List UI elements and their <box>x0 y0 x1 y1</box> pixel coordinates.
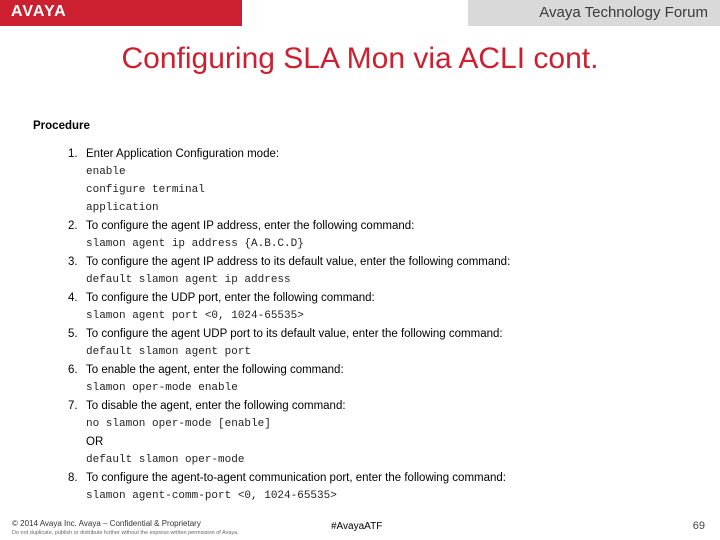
step-number: 4. <box>68 292 78 304</box>
avaya-logo: AVAYA <box>11 3 67 20</box>
footer-hashtag: #AvayaATF <box>331 521 383 532</box>
code-line: slamon agent-comm-port <0, 1024-65535> <box>86 490 337 502</box>
forum-title: Avaya Technology Forum <box>539 4 708 21</box>
code-line: no slamon oper-mode [enable] <box>86 418 271 430</box>
procedure-heading: Procedure <box>33 120 90 132</box>
header-gap <box>242 0 468 26</box>
step-number: 8. <box>68 472 78 484</box>
code-line: configure terminal <box>86 184 205 196</box>
step-4 <box>68 289 688 307</box>
step-1 <box>68 145 688 163</box>
page-number: 69 <box>692 520 705 532</box>
step-text: To configure the agent IP address, enter the following command: <box>86 220 415 232</box>
code-line: default slamon agent port <box>86 346 252 358</box>
step-number: 7. <box>68 400 78 412</box>
brand-gray-band <box>468 0 720 26</box>
step-8 <box>68 469 688 487</box>
step-text: To configure the agent IP address to its default value, enter the following command: <box>86 256 511 268</box>
code-line: slamon oper-mode enable <box>86 382 238 394</box>
footer-copyright: © 2014 Avaya Inc. Avaya – Confidential & Proprietary <box>12 519 201 528</box>
header-bar <box>0 0 720 26</box>
step-text: To enable the agent, enter the following command: <box>86 364 344 376</box>
step-number: 3. <box>68 256 78 268</box>
step-text: To configure the agent UDP port to its default value, enter the following command: <box>86 328 503 340</box>
or-separator: OR <box>86 436 104 448</box>
code-line: default slamon oper-mode <box>86 454 245 466</box>
step-2 <box>68 217 688 235</box>
step-number: 5. <box>68 328 78 340</box>
step-text: To configure the UDP port, enter the following command: <box>86 292 375 304</box>
brand-red-band <box>0 0 242 26</box>
code-line: default slamon agent ip address <box>86 274 291 286</box>
code-line: slamon agent port <0, 1024-65535> <box>86 310 304 322</box>
step-6 <box>68 361 688 379</box>
step-text: To disable the agent, enter the following command: <box>86 400 346 412</box>
step-text: Enter Application Configuration mode: <box>86 148 280 160</box>
step-text: To configure the agent-to-agent communication port, enter the following command: <box>86 472 506 484</box>
step-number: 6. <box>68 364 78 376</box>
code-line: application <box>86 202 159 214</box>
step-number: 2. <box>68 220 78 232</box>
step-5 <box>68 325 688 343</box>
step-3 <box>68 253 688 271</box>
slide-title: Configuring SLA Mon via ACLI cont. <box>121 42 599 75</box>
code-line: enable <box>86 166 126 178</box>
footer-note: Do not duplicate, publish or distribute further without the express written permission of Avaya. <box>12 530 239 536</box>
step-7 <box>68 397 688 415</box>
procedure-steps <box>68 145 688 505</box>
step-number: 1. <box>68 148 78 160</box>
code-line: slamon agent ip address {A.B.C.D} <box>86 238 304 250</box>
